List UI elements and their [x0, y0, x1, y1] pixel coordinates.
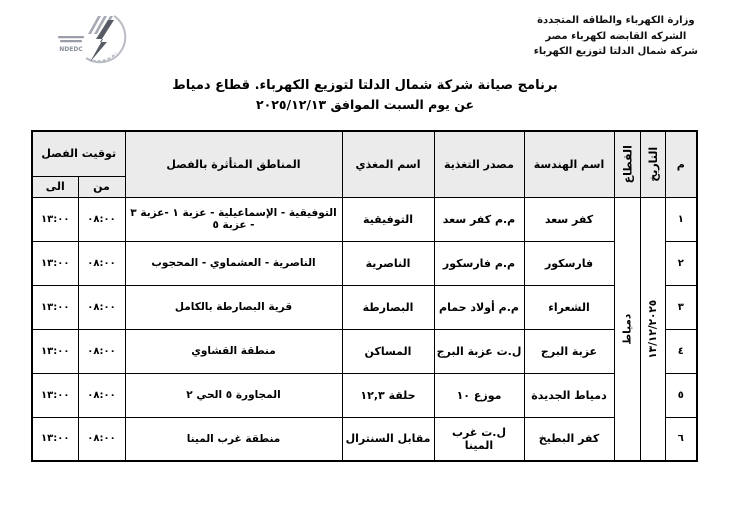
feeder-name: التوفيقية [342, 197, 434, 241]
maintenance-schedule-table [31, 130, 698, 462]
col-header-to: الى [32, 176, 78, 197]
feed-source: ل.ت عزبة البرج [434, 329, 524, 373]
table-row [32, 285, 697, 329]
row-number: ٦ [665, 417, 697, 461]
document-title [0, 78, 730, 112]
row-number: ٣ [665, 285, 697, 329]
affected-areas: الناصرية - العشماوي - المحجوب [125, 241, 342, 285]
ndedc-logo-graphic [50, 6, 146, 72]
time-to: ١٣:٠٠ [32, 329, 78, 373]
table-row [32, 329, 697, 373]
time-from: ٠٨:٠٠ [78, 285, 125, 329]
feed-source: م.م كفر سعد [434, 197, 524, 241]
title-program-line: برنامج صيانة شركة شمال الدلتا لتوزيع الكهرباء. قطاع دمياط [172, 78, 558, 93]
col-header-feeder: اسم المغذي [342, 131, 434, 197]
feeder-name: الناصرية [342, 241, 434, 285]
time-from: ٠٨:٠٠ [78, 329, 125, 373]
feed-source: م.م أولاد حمام [434, 285, 524, 329]
feed-source: م.م فارسكور [434, 241, 524, 285]
feeder-name: المساكن [342, 329, 434, 373]
logo-circle-arc [86, 16, 125, 62]
time-from: ٠٨:٠٠ [78, 417, 125, 461]
row-number: ٥ [665, 373, 697, 417]
time-to: ١٣:٠٠ [32, 373, 78, 417]
engineering-name: فارسكور [524, 241, 614, 285]
col-header-areas: المناطق المتأثرة بالفصل [125, 131, 342, 197]
engineering-name: دمياط الجديدة [524, 373, 614, 417]
affected-areas: التوفيقية - الإسماعيلية - عزبة ١ -عزبة ٣ - عزبة ٥ [125, 197, 342, 241]
feeder-name: البصارطة [342, 285, 434, 329]
date-value-cell: ١٣/١٢/٢٠٢٥ [640, 197, 665, 461]
ministry-line: وزارة الكهرباء والطاقه المتجددة [537, 15, 695, 26]
sector-value-cell: دمياط [614, 197, 640, 461]
table-row [32, 417, 697, 461]
col-header-date: التاريخ [640, 131, 665, 197]
time-from: ٠٨:٠٠ [78, 197, 125, 241]
corporate-header [534, 13, 698, 60]
table-row [32, 197, 697, 241]
engineering-name: كفر البطيخ [524, 417, 614, 461]
holding-company-line: الشركه القابضه لكهرباء مصر [545, 30, 687, 42]
time-to: ١٣:٠٠ [32, 285, 78, 329]
svg-text:NDEDC: NDEDC [59, 46, 83, 53]
feed-source: موزع ١٠ [434, 373, 524, 417]
distribution-company-line: شركة شمال الدلتا لتوزيع الكهرباء [533, 46, 698, 57]
table-row [32, 241, 697, 285]
col-header-timing: توقيت الفصل [32, 131, 125, 176]
row-number: ٤ [665, 329, 697, 373]
time-to: ١٣:٠٠ [32, 241, 78, 285]
row-number: ١ [665, 197, 697, 241]
time-from: ٠٨:٠٠ [78, 241, 125, 285]
logo-text [58, 36, 84, 53]
row-number: ٢ [665, 241, 697, 285]
title-date-line: عن يوم السبت الموافق ٢٠٢٥/١٢/١٣ [255, 97, 475, 112]
feeder-name: حلقة ١٢,٣ [342, 373, 434, 417]
engineering-name: كفر سعد [524, 197, 614, 241]
col-header-engineering: اسم الهندسة [524, 131, 614, 197]
company-logo [50, 6, 146, 72]
table-row [32, 373, 697, 417]
col-header-sector: القطاع [614, 131, 640, 197]
col-header-source: مصدر التغذية [434, 131, 524, 197]
affected-areas: المجاورة ٥ الحي ٢ [125, 373, 342, 417]
affected-areas: قرية البصارطة بالكامل [125, 285, 342, 329]
time-to: ١٣:٠٠ [32, 197, 78, 241]
time-to: ١٣:٠٠ [32, 417, 78, 461]
feed-source: ل.ت غرب المينا [434, 417, 524, 461]
affected-areas: منطقة غرب المينا [125, 417, 342, 461]
col-header-from: من [78, 176, 125, 197]
engineering-name: عزبة البرج [524, 329, 614, 373]
engineering-name: الشعراء [524, 285, 614, 329]
affected-areas: منطقة القشاوي [125, 329, 342, 373]
col-header-number: م [665, 131, 697, 197]
time-from: ٠٨:٠٠ [78, 373, 125, 417]
feeder-name: مقابل السنترال [342, 417, 434, 461]
